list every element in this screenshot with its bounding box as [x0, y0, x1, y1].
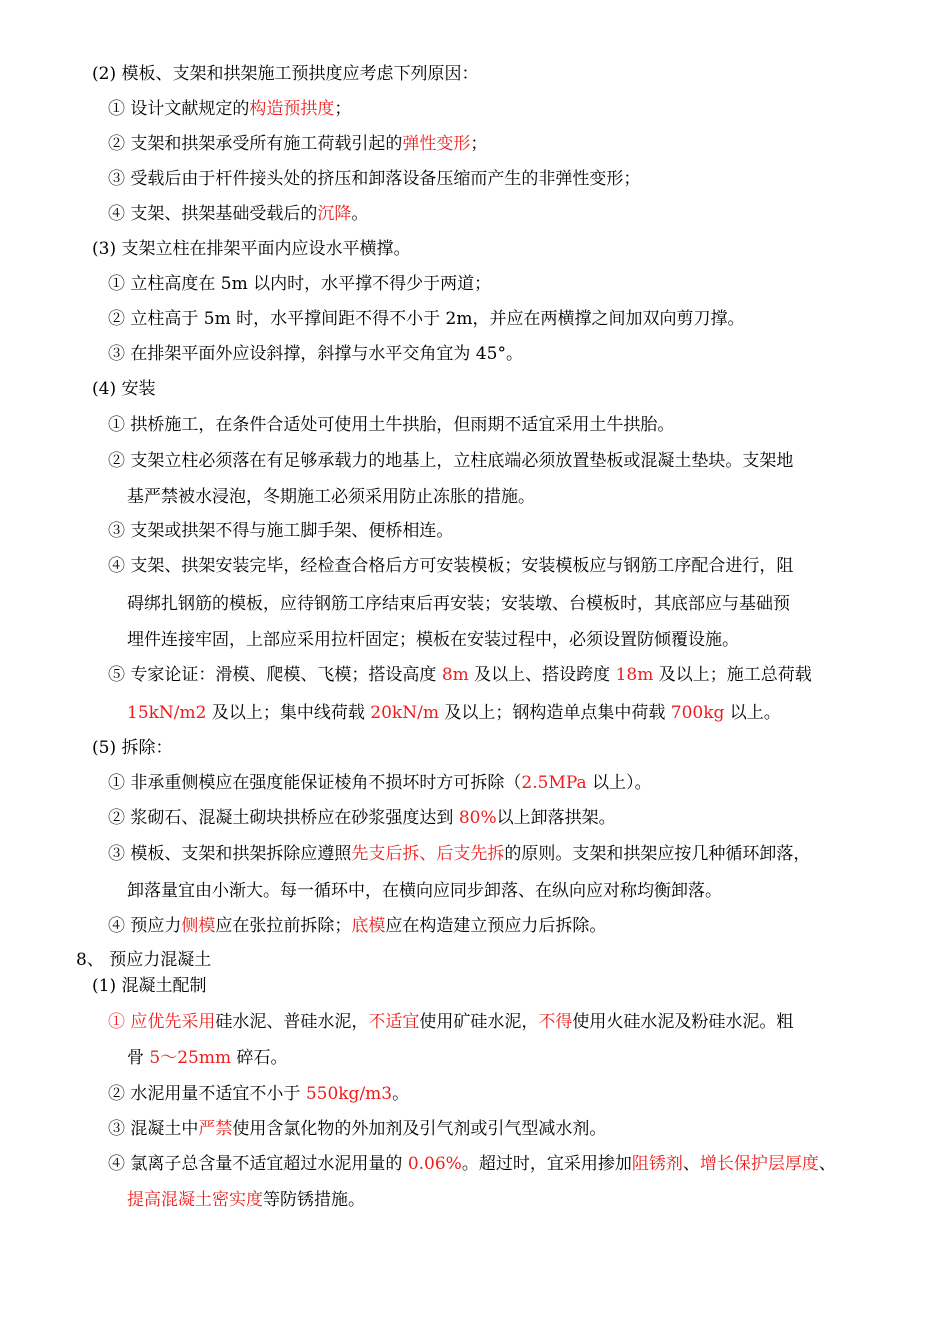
- highlighted-text: 增长保护层厚度: [699, 1154, 819, 1174]
- text-run: 。超过时，宜采用掺加: [461, 1154, 632, 1174]
- text-run: 应在构造建立预应力后拆除。: [385, 916, 607, 936]
- list-item: [108, 98, 351, 120]
- highlighted-text: 不得: [538, 1012, 573, 1032]
- list-item-continuation: [127, 702, 781, 724]
- text-run: (5) 拆除：: [92, 738, 173, 758]
- text-run: ③ 模板、支架和拱架拆除应遵照: [108, 844, 352, 864]
- text-run: 。: [351, 204, 369, 224]
- text-run: 卸落量宜由小渐大。每一循环中，在横向应同步卸落、在纵向应对称均衡卸落。: [127, 881, 722, 901]
- text-run: 及以上；钢构造单点集中荷载: [438, 703, 671, 723]
- heading-item-3: [92, 238, 410, 260]
- text-run: ③ 受载后由于杆件接头处的挤压和卸落设备压缩而产生的非弹性变形；: [108, 169, 641, 189]
- highlighted-text: 侧模: [181, 916, 216, 936]
- highlighted-text: ① 应优先采用: [108, 1012, 216, 1032]
- text-run: (2) 模板、支架和拱架施工预拱度应考虑下列原因：: [92, 64, 479, 84]
- text-run: ② 水泥用量不适宜不小于: [108, 1084, 306, 1104]
- text-run: ④ 氯离子总含量不适宜超过水泥用量的: [108, 1154, 408, 1174]
- text-run: ④ 预应力: [108, 916, 182, 936]
- list-item-continuation: [127, 1047, 288, 1069]
- section-heading-8: [76, 949, 211, 971]
- text-run: 以上）。: [586, 773, 652, 793]
- text-run: 使用火硅水泥及粉硅水泥。粗: [572, 1012, 794, 1032]
- text-run: 等防锈措施。: [263, 1190, 365, 1210]
- text-run: ；: [470, 134, 488, 154]
- text-run: ② 支架立柱必须落在有足够承载力的地基上，立柱底端必须放置垫板或混凝土垫块。支架地: [108, 451, 794, 471]
- text-run: 使用矿硅水泥，: [419, 1012, 539, 1032]
- text-run: ④ 支架、拱架基础受载后的: [108, 204, 318, 224]
- list-item: [108, 203, 368, 225]
- text-run: ⑤ 专家论证：滑模、爬模、飞模；搭设高度: [108, 665, 442, 685]
- list-item: [108, 273, 491, 295]
- text-run: 埋件连接牢固，上部应采用拉杆固定；模板在安装过程中，必须设置防倾覆设施。: [127, 630, 739, 650]
- list-item: [108, 343, 523, 365]
- highlighted-text: 8m: [441, 665, 469, 685]
- text-run: ① 立柱高度在 5m 以内时，水平撑不得少于两道；: [108, 274, 492, 294]
- text-run: ① 非承重侧模应在强度能保证棱角不损坏时方可拆除（: [108, 773, 522, 793]
- text-run: 及以上；集中线荷载: [206, 703, 371, 723]
- list-item: [108, 168, 640, 190]
- text-run: (3) 支架立柱在排架平面内应设水平横撑。: [92, 239, 411, 259]
- list-item: [108, 807, 616, 829]
- text-run: 、: [818, 1154, 836, 1174]
- highlighted-text: 550kg/m3: [305, 1084, 393, 1104]
- text-run: 以上。: [724, 703, 781, 723]
- list-item: [108, 772, 652, 794]
- list-item: [108, 1083, 409, 1105]
- highlighted-text: 严禁: [198, 1119, 233, 1139]
- list-item-continuation: [127, 593, 790, 615]
- highlighted-text: 18m: [615, 665, 654, 685]
- heading-item-2: [92, 63, 478, 85]
- text-run: 碎石。: [231, 1048, 288, 1068]
- heading-item-4: [92, 378, 155, 400]
- text-run: ③ 混凝土中: [108, 1119, 199, 1139]
- text-run: 使用含氯化物的外加剂及引气剂或引气型减水剂。: [232, 1119, 607, 1139]
- text-run: ③ 在排架平面外应设斜撑，斜撑与水平交角宜为 45°。: [108, 344, 523, 364]
- list-item: [108, 915, 606, 937]
- list-item: [108, 1153, 836, 1175]
- text-run: 应在张拉前拆除；: [215, 916, 352, 936]
- text-run: ③ 支架或拱架不得与施工脚手架、便桥相连。: [108, 521, 454, 541]
- list-item: [108, 555, 793, 577]
- highlighted-text: 提高混凝土密实度: [127, 1190, 263, 1210]
- highlighted-text: 弹性变形: [402, 134, 471, 154]
- text-run: 及以上、搭设跨度: [468, 665, 616, 685]
- text-run: 8、 预应力混凝土: [76, 950, 212, 970]
- text-run: 硅水泥、普硅水泥，: [215, 1012, 369, 1032]
- list-item: [108, 450, 793, 472]
- highlighted-text: 底模: [351, 916, 386, 936]
- heading-item-1: [92, 975, 206, 997]
- list-item: [108, 664, 812, 686]
- text-run: ① 设计文献规定的: [108, 99, 250, 119]
- text-run: 的原则。支架和拱架应按几种循环卸落，: [504, 844, 811, 864]
- highlighted-text: 2.5MPa: [521, 773, 587, 793]
- highlighted-text: 阻锈剂: [631, 1154, 683, 1174]
- text-run: (4) 安装: [92, 379, 156, 399]
- highlighted-text: 沉降: [317, 204, 352, 224]
- list-item-continuation: [127, 629, 739, 651]
- highlighted-text: 20kN/m: [370, 703, 439, 723]
- highlighted-text: 700kg: [670, 703, 725, 723]
- text-run: 碍绑扎钢筋的模板，应待钢筋工序结束后再安装；安装墩、台模板时，其底部应与基础预: [127, 594, 790, 614]
- list-item: [108, 1011, 793, 1033]
- text-run: ；: [334, 99, 352, 119]
- text-run: 基严禁被水浸泡，冬期施工必须采用防止冻胀的措施。: [127, 487, 535, 507]
- highlighted-text: 5～25mm: [149, 1048, 232, 1068]
- list-item: [108, 308, 745, 330]
- text-run: 以上卸落拱架。: [496, 808, 616, 828]
- text-run: 、: [682, 1154, 700, 1174]
- list-item-continuation: [127, 1189, 365, 1211]
- list-item: [108, 1118, 606, 1140]
- text-run: ② 支架和拱架承受所有施工荷载引起的: [108, 134, 403, 154]
- list-item-continuation: [127, 880, 722, 902]
- list-item: [108, 133, 487, 155]
- highlighted-text: 0.06%: [407, 1154, 462, 1174]
- list-item: [108, 843, 810, 865]
- text-run: 。: [392, 1084, 410, 1104]
- text-run: ① 拱桥施工，在条件合适处可使用土牛拱胎，但雨期不适宜采用土牛拱胎。: [108, 415, 675, 435]
- text-run: (1) 混凝土配制: [92, 976, 207, 996]
- text-run: ② 浆砌石、混凝土砌块拱桥应在砂浆强度达到: [108, 808, 459, 828]
- text-run: ② 立柱高于 5m 时，水平撑间距不得不小于 2m，并应在两横撑之间加双向剪刀撑。: [108, 309, 745, 329]
- highlighted-text: 80%: [458, 808, 497, 828]
- text-run: ④ 支架、拱架安装完毕，经检查合格后方可安装模板；安装模板应与钢筋工序配合进行，阻: [108, 556, 794, 576]
- text-run: 骨: [127, 1048, 150, 1068]
- heading-item-5: [92, 737, 172, 759]
- highlighted-text: 不适宜: [368, 1012, 420, 1032]
- highlighted-text: 构造预拱度: [249, 99, 335, 119]
- highlighted-text: 15kN/m2: [127, 703, 207, 723]
- list-item: [108, 520, 453, 542]
- highlighted-text: 先支后拆、后支先拆: [351, 844, 505, 864]
- list-item: [108, 414, 674, 436]
- list-item-continuation: [127, 486, 535, 508]
- text-run: 及以上；施工总荷载: [653, 665, 812, 685]
